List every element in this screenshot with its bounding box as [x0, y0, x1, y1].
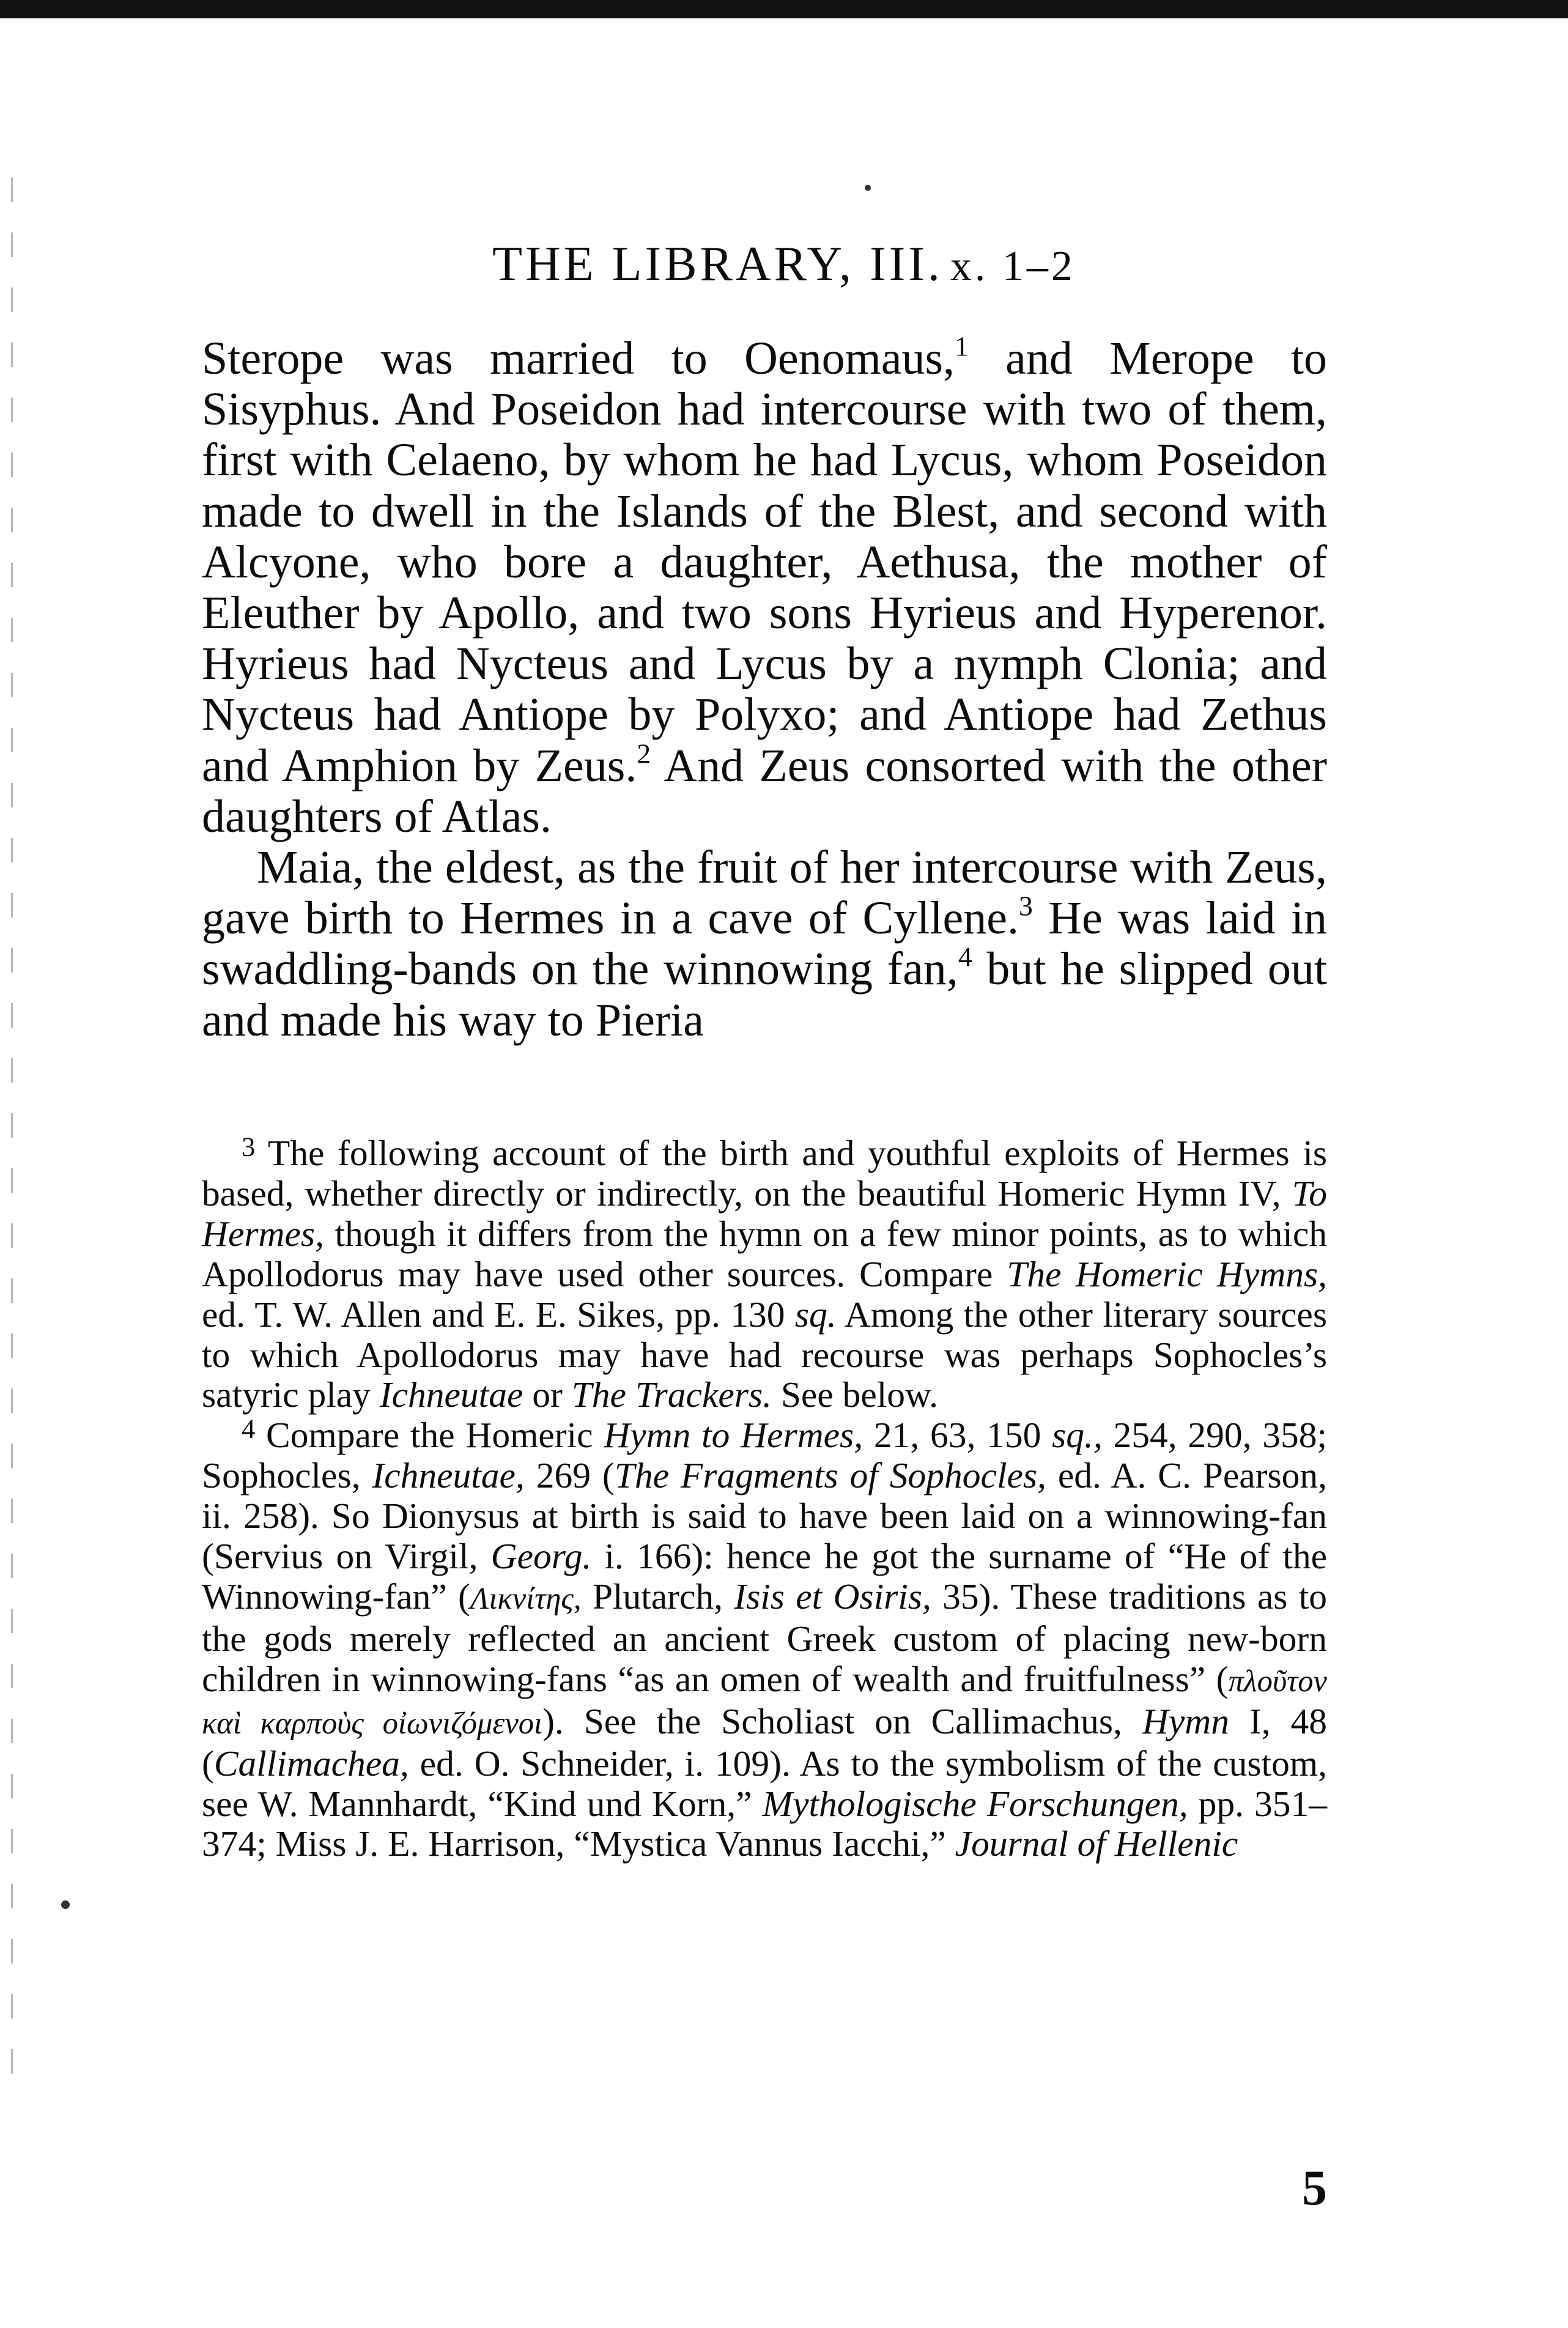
text-run: Among the other literary sources to which Apollodorus may have had recourse was perhaps Sophocles’s satyric play [202, 1294, 1327, 1415]
text-run: See below. [771, 1374, 939, 1415]
running-head [0, 237, 1568, 291]
text-run: I, 48 ( [202, 1700, 1327, 1784]
footnote-4 [202, 1415, 1327, 1864]
italic-title: Callimachea, [213, 1743, 409, 1784]
italic-title: The Trackers. [571, 1374, 772, 1415]
text-run: He was laid in swaddling-bands on the winnowing fan, [202, 892, 1328, 995]
text-run: and Merope to Sisyphus. And Poseidon had intercourse with two of them, first with Celaeno, by whom he had Lycus, whom Poseidon made to dwell in the Islands of the Blest, and second with Alcyone, who bore a daughter, Aethusa, the mother of Eleuther by Apollo, and two sons Hyrieus and Hyperenor. Hyrieus had Nycteus and Lycus by a nymph Clonia; and Nycteus had Antiope by Polyxo; and Antiope had Zethus and Amphion by Zeus. [202, 333, 1327, 791]
footnotes [202, 1133, 1327, 1864]
text-run: And Zeus consorted with the other daughters of Atlas. [202, 740, 1327, 842]
italic-title: Georg. [490, 1536, 592, 1577]
text-run: or [523, 1374, 572, 1415]
italic-title: Mythologische Forschungen, [762, 1783, 1188, 1824]
running-head-section: x. 1–2 [950, 243, 1076, 290]
italic-title: The Fragments of Sophocles, [614, 1455, 1046, 1496]
italic-title: Hymn to Hermes, [604, 1415, 864, 1456]
text-run: i. 166): hence he got the surname of “He of the Winnowing-fan” ( [202, 1536, 1328, 1617]
scan-speck [865, 185, 871, 191]
footnote-number: 4 [242, 1413, 256, 1444]
text-run: 35). These traditions as to the gods merely reflected an ancient Greek custom of placing new-born children in winnowing-fans “as an omen of wealth and fruitfulness” ( [202, 1576, 1327, 1699]
text-run: but he slipped out and made his way to Pieria [202, 943, 1327, 1046]
text-run: Maia, the eldest, as the fruit of her intercourse with Zeus, gave birth to Hermes in a cave of Cyllene. [202, 842, 1327, 944]
scan-speck [61, 1900, 70, 1909]
footnote-3 [202, 1133, 1327, 1415]
page-left-edge-shadow [11, 177, 13, 2074]
footnote-ref-4: 4 [958, 941, 972, 973]
text-run: 21, 63, 150 [863, 1415, 1052, 1456]
text-run: ). See the Scholiast on Callimachus, [542, 1700, 1142, 1741]
paragraph-2 [202, 842, 1327, 1046]
italic-title: Hymn [1142, 1700, 1229, 1741]
text-run: The following account of the birth and youthful exploits of Hermes is based, whether directly or indirectly, on the beautiful Homeric Hymn IV, [202, 1133, 1327, 1214]
italic-title: To Hermes, [202, 1173, 1327, 1254]
main-text [202, 330, 1328, 1046]
top-edge-rule [0, 0, 1568, 18]
paragraph-1 [202, 330, 1327, 842]
greek-text: πλοῦτον καὶ καρποὺς οἰωνιζόμενοι [202, 1663, 1327, 1740]
italic-title: Ichneutae [379, 1374, 523, 1415]
footnote-number: 3 [242, 1131, 256, 1162]
footnote-ref-3: 3 [1018, 890, 1033, 922]
text-run: Sterope was married to Oenomaus, [202, 333, 955, 384]
text-run: ed. T. W. Allen and E. E. Sikes, pp. 130 [202, 1294, 795, 1335]
italic-title: Isis et Osiris, [734, 1576, 931, 1617]
greek-text: Λικνίτης, [470, 1581, 582, 1615]
italic-abbrev: sq. [794, 1294, 837, 1335]
footnote-ref-1: 1 [955, 330, 969, 362]
text-run: Compare the Homeric [255, 1415, 604, 1456]
italic-abbrev: sq., [1052, 1415, 1103, 1456]
text-run: ed. O. Schneider, i. 109). As to the symbolism of the custom, see W. Mannhardt, “Kind und Korn,” [202, 1743, 1327, 1824]
italic-title: The Homeric Hymns, [1007, 1253, 1327, 1294]
footnote-ref-2: 2 [637, 738, 651, 769]
text-run: pp. 351–374; Miss J. E. Harrison, “Mystica Vannus Iacchi,” [202, 1783, 1328, 1864]
text-run: ed. A. C. Pearson, ii. 258). So Dionysus at birth is said to have been laid on a winnowing-fan (Servius on Virgil, [202, 1455, 1327, 1577]
text-run: 254, 290, 358; Sophocles, [202, 1415, 1328, 1496]
text-run: 269 ( [524, 1455, 615, 1496]
page-number: 5 [1302, 2160, 1327, 2215]
text-run: though it differs from the hymn on a few minor points, as to which Apollodorus may have used other sources. Compare [202, 1213, 1327, 1294]
italic-title: Ichneutae, [372, 1455, 525, 1496]
running-head-title: THE LIBRARY, III. [492, 237, 943, 291]
text-run: Plutarch, [581, 1576, 734, 1617]
italic-title: Journal of Hellenic [955, 1823, 1238, 1864]
